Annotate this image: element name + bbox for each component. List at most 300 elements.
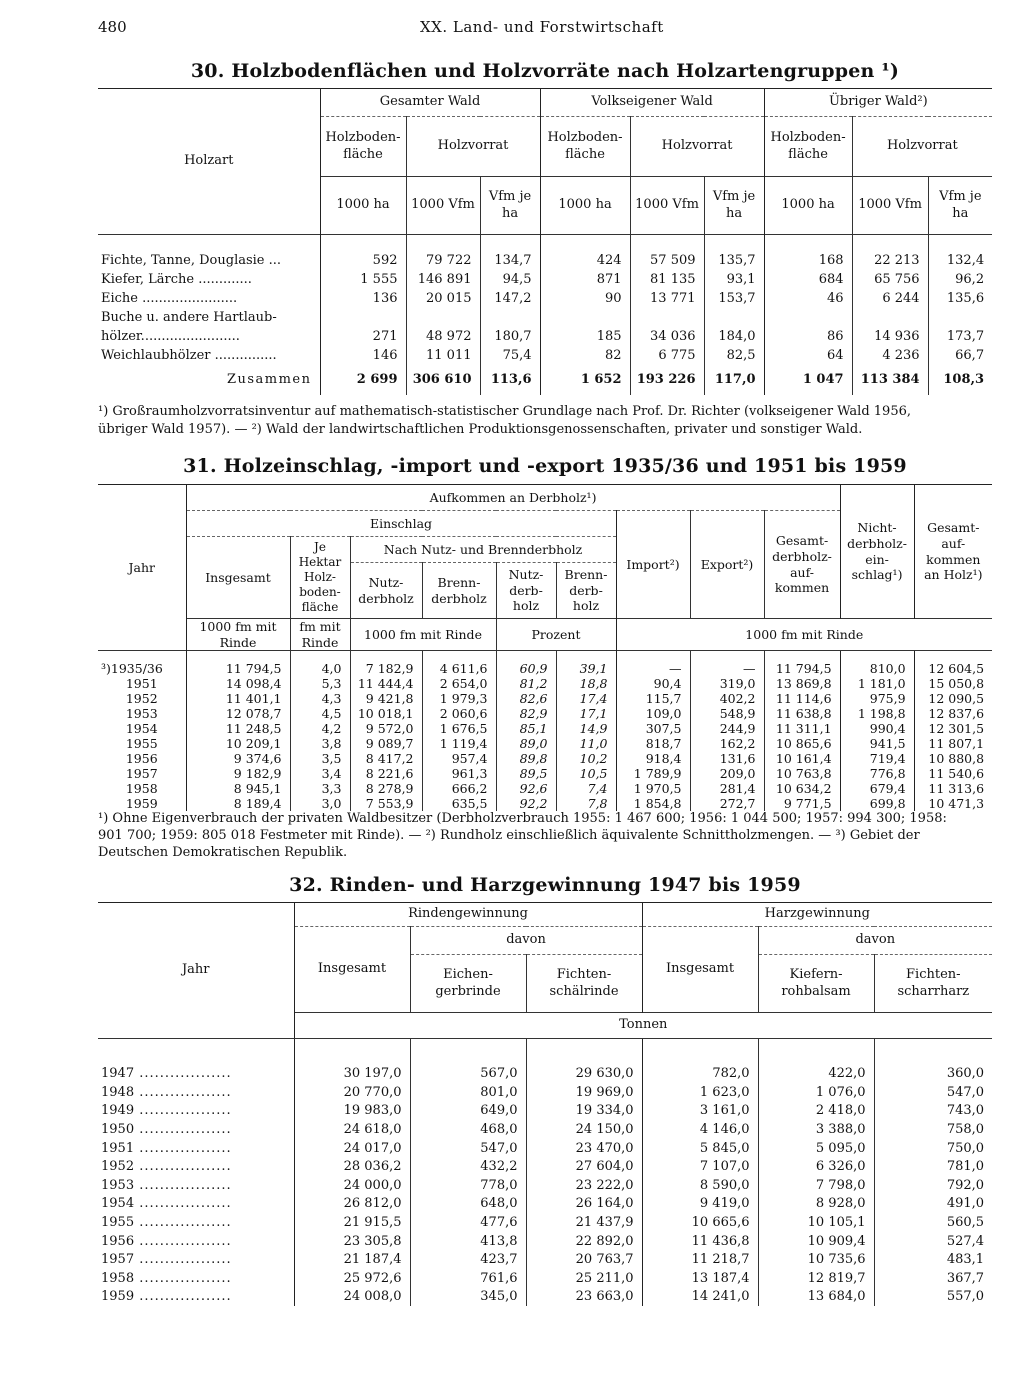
cell-value: 34 036 [630, 327, 704, 346]
cell-value: 7,4 [556, 781, 616, 796]
t32-header-davon: davon [410, 927, 642, 955]
cell-value: 22 892,0 [526, 1232, 642, 1251]
cell-value: 10 909,4 [758, 1232, 874, 1251]
table-31-title: 31. Holzeinschlag, -import und -export 1935/36 und 1951 bis 1959 [183, 455, 907, 477]
cell-value: 4 146,0 [642, 1120, 758, 1139]
row-year: 1953 [125, 705, 158, 721]
page-number: 480 [98, 18, 127, 36]
leader-dots: .................. [134, 1066, 232, 1082]
cell-value: 94,5 [480, 270, 540, 289]
t30-unit: Vfm je ha [704, 177, 764, 235]
cell-value: 39,1 [556, 661, 616, 676]
cell-value: 24 150,0 [526, 1120, 642, 1139]
table-row [98, 661, 992, 676]
cell-value: 46 [764, 289, 852, 308]
cell-value: 19 969,0 [526, 1083, 642, 1102]
cell-value: 271 [320, 327, 406, 346]
row-year-label: 1954 [101, 1196, 135, 1212]
table-row [98, 308, 992, 327]
table-row [98, 327, 992, 346]
t30-footnote-1: ¹) Großraumholzvorratsinventur auf mathematisch-statistischer Grundlage nach Prof. Dr. Richter (volkseigener Wald 1956, [98, 404, 911, 419]
cell-value: 491,0 [874, 1195, 992, 1214]
table-row [98, 1195, 992, 1214]
cell-value: 7,8 [556, 796, 616, 811]
row-year: 1958 [125, 780, 158, 796]
cell-value: 10 763,8 [764, 766, 840, 781]
cell-value: 527,4 [874, 1232, 992, 1251]
cell-value: 24 017,0 [294, 1139, 410, 1158]
t31-footnote-1: ¹) Ohne Eigenverbrauch der privaten Waldbesitzer (Derbholzverbrauch 1955: 1 467 600; 1956: 1 044 500; 1957: 994 300; 1958: [98, 811, 947, 826]
t32-header-eichen: Eichen-gerbrinde [410, 955, 526, 1013]
table-row [98, 796, 992, 811]
table-row [98, 706, 992, 721]
table-row [98, 1213, 992, 1232]
cell-value: 244,9 [690, 721, 764, 736]
t31-header-je-hektar: Je Hektar Holz-boden-fläche [290, 537, 350, 619]
row-year-label: 1956 [101, 1233, 135, 1249]
row-year [98, 1083, 294, 1102]
cell-value: 89,5 [496, 766, 556, 781]
row-year-label: 1959 [101, 1289, 135, 1305]
cell-value: 12 301,5 [914, 721, 992, 736]
cell-value: 209,0 [690, 766, 764, 781]
cell-value [320, 308, 406, 327]
table-row [98, 1120, 992, 1139]
cell-value: 23 222,0 [526, 1176, 642, 1195]
cell-value: 1 676,5 [422, 721, 496, 736]
cell-value: 12 078,7 [186, 706, 290, 721]
cell-value: 82,6 [496, 691, 556, 706]
t31-header-nutz-p: Nutz-derb-holz [496, 563, 556, 619]
cell-value: 8 278,9 [350, 781, 422, 796]
cell-value: 13 684,0 [758, 1288, 874, 1307]
t31-unit: 1000 fm mit Rinde [350, 619, 496, 651]
cell-value: 367,7 [874, 1269, 992, 1288]
cell-value [630, 308, 704, 327]
cell-value: 11 011 [406, 346, 480, 365]
cell-value: 11 436,8 [642, 1232, 758, 1251]
t30-unit: 1000 ha [764, 177, 852, 235]
cell-value: 649,0 [410, 1102, 526, 1121]
cell-value: 792,0 [874, 1176, 992, 1195]
table-row [98, 1269, 992, 1288]
cell-value: 8 221,6 [350, 766, 422, 781]
cell-value: 1 555 [320, 270, 406, 289]
leader-dots: .................. [134, 1215, 232, 1231]
cell-value: 592 [320, 251, 406, 270]
table-row [98, 1065, 992, 1084]
row-label: Kiefer, Lärche ............. [101, 271, 252, 287]
table-row [98, 1102, 992, 1121]
cell-value: 782,0 [642, 1065, 758, 1084]
cell-value: 18,8 [556, 676, 616, 691]
cell-value: 113,6 [480, 365, 540, 395]
cell-value: 29 630,0 [526, 1065, 642, 1084]
cell-value: 810,0 [840, 661, 914, 676]
t30-header-flaeche: Holzboden-fläche [540, 117, 630, 177]
cell-value: 423,7 [410, 1250, 526, 1269]
cell-value: 11,0 [556, 736, 616, 751]
cell-value: 2 060,6 [422, 706, 496, 721]
cell-value: 941,5 [840, 736, 914, 751]
cell-value: 132,4 [928, 251, 992, 270]
cell-value: 761,6 [410, 1269, 526, 1288]
cell-value: 719,4 [840, 751, 914, 766]
t30-header-vorrat: Holzvorrat [630, 117, 764, 177]
t32-header-rinden: Rindengewinnung [294, 903, 642, 927]
cell-value: 108,3 [928, 365, 992, 395]
cell-value: 8 189,4 [186, 796, 290, 811]
cell-value: 345,0 [410, 1288, 526, 1307]
cell-value: 12 090,5 [914, 691, 992, 706]
cell-value: 2 699 [320, 365, 406, 395]
cell-value: 14,9 [556, 721, 616, 736]
table-row [98, 1176, 992, 1195]
row-year [98, 1120, 294, 1139]
cell-value: 85,1 [496, 721, 556, 736]
cell-value [540, 308, 630, 327]
cell-value: 14 098,4 [186, 676, 290, 691]
cell-value: 7 182,9 [350, 661, 422, 676]
t30-footnote-2: übriger Wald 1957). — ²) Wald der landwirtschaftlichen Produktionsgenossenschaften, privater und sonstiger Wald. [98, 422, 863, 437]
cell-value: 4 236 [852, 346, 928, 365]
table-row [98, 751, 992, 766]
cell-value: 10 018,1 [350, 706, 422, 721]
cell-value: 10 105,1 [758, 1213, 874, 1232]
cell-value: 10 865,6 [764, 736, 840, 751]
cell-value: 818,7 [616, 736, 690, 751]
cell-value: 5 845,0 [642, 1139, 758, 1158]
cell-value: 7 107,0 [642, 1157, 758, 1176]
t30-unit: Vfm je ha [928, 177, 992, 235]
row-label: Buche u. andere Hartlaub- [101, 309, 277, 325]
cell-value: 8 417,2 [350, 751, 422, 766]
cell-value: 20 015 [406, 289, 480, 308]
cell-value: 648,0 [410, 1195, 526, 1214]
cell-value: 360,0 [874, 1065, 992, 1084]
cell-value: 11 794,5 [186, 661, 290, 676]
cell-value: 92,2 [496, 796, 556, 811]
row-year: 1957 [125, 765, 158, 781]
t32-header-harz: Harzgewinnung [642, 903, 992, 927]
cell-value: 82,5 [704, 346, 764, 365]
cell-value: 82,9 [496, 706, 556, 721]
t31-header-brenn-p: Brenn-derb-holz [556, 563, 616, 619]
cell-value: 306 610 [406, 365, 480, 395]
cell-value: 272,7 [690, 796, 764, 811]
cell-value: 8 928,0 [758, 1195, 874, 1214]
cell-value: 281,4 [690, 781, 764, 796]
cell-value: 13 187,4 [642, 1269, 758, 1288]
cell-value: 548,9 [690, 706, 764, 721]
cell-value: 3,3 [290, 781, 350, 796]
t31-unit: Prozent [496, 619, 616, 651]
cell-value: 871 [540, 270, 630, 289]
cell-value: 115,7 [616, 691, 690, 706]
cell-value: 13 771 [630, 289, 704, 308]
cell-value: 6 326,0 [758, 1157, 874, 1176]
cell-value: 86 [764, 327, 852, 346]
cell-value: 60,9 [496, 661, 556, 676]
t32-header-insgesamt: Insgesamt [294, 927, 410, 1013]
t30-header-flaeche: Holzboden-fläche [320, 117, 406, 177]
t31-footnote-2: 901 700; 1959: 805 018 Festmeter mit Rinde). — ²) Rundholz einschließlich äquivalente Schnittholzmengen. — ³) Gebiet der [98, 828, 920, 843]
row-year: ³)1935/36 [101, 660, 163, 676]
cell-value: 11 401,1 [186, 691, 290, 706]
row-year [98, 1213, 294, 1232]
leader-dots: .................. [134, 1270, 232, 1286]
chapter-title: XX. Land- und Forstwirtschaft [420, 18, 664, 36]
cell-value: 957,4 [422, 751, 496, 766]
cell-value: 168 [764, 251, 852, 270]
cell-value: — [690, 661, 764, 676]
cell-value: 193 226 [630, 365, 704, 395]
cell-value: 146 891 [406, 270, 480, 289]
cell-value: 66,7 [928, 346, 992, 365]
cell-value: 1 181,0 [840, 676, 914, 691]
row-year-label: 1949 [101, 1103, 135, 1119]
cell-value: 319,0 [690, 676, 764, 691]
cell-value: 12 837,6 [914, 706, 992, 721]
row-year [98, 1102, 294, 1121]
cell-value: 30 197,0 [294, 1065, 410, 1084]
cell-value: 743,0 [874, 1102, 992, 1121]
cell-value [928, 308, 992, 327]
cell-value: 560,5 [874, 1213, 992, 1232]
cell-value: 3,4 [290, 766, 350, 781]
t31-footnote-3: Deutschen Demokratischen Republik. [98, 845, 348, 860]
cell-value: 307,5 [616, 721, 690, 736]
cell-value: 75,4 [480, 346, 540, 365]
cell-value: 135,7 [704, 251, 764, 270]
cell-value: 81 135 [630, 270, 704, 289]
cell-value: 990,4 [840, 721, 914, 736]
cell-value: 57 509 [630, 251, 704, 270]
cell-value: 22 213 [852, 251, 928, 270]
t32-header-kiefern: Kiefern-rohbalsam [758, 955, 874, 1013]
t31-header-gesamtauf: Gesamt-auf-kommen an Holz¹) [914, 485, 992, 619]
cell-value: 547,0 [410, 1139, 526, 1158]
cell-value: 79 722 [406, 251, 480, 270]
cell-value: 10,5 [556, 766, 616, 781]
cell-value: 679,4 [840, 781, 914, 796]
cell-value: 10 209,1 [186, 736, 290, 751]
t31-header-export: Export²) [690, 511, 764, 619]
table-row [98, 289, 992, 308]
table-row [98, 251, 992, 270]
cell-value: 27 604,0 [526, 1157, 642, 1176]
cell-value: 24 000,0 [294, 1176, 410, 1195]
cell-value: 801,0 [410, 1083, 526, 1102]
t30-header-gesamt: Gesamter Wald [320, 89, 540, 117]
cell-value: 17,4 [556, 691, 616, 706]
cell-value: 2 418,0 [758, 1102, 874, 1121]
cell-value: 3 388,0 [758, 1120, 874, 1139]
cell-value: 26 812,0 [294, 1195, 410, 1214]
row-year: 1959 [125, 795, 158, 811]
table-row [98, 1083, 992, 1102]
cell-value: 14 241,0 [642, 1288, 758, 1307]
table-row [98, 781, 992, 796]
leader-dots: .................. [134, 1252, 232, 1268]
cell-value: 7 553,9 [350, 796, 422, 811]
row-label: Weichlaubhölzer ............... [101, 347, 277, 363]
cell-value: 21 915,5 [294, 1213, 410, 1232]
cell-value: 6 244 [852, 289, 928, 308]
cell-value: 1 119,4 [422, 736, 496, 751]
row-year [98, 1139, 294, 1158]
cell-value: 468,0 [410, 1120, 526, 1139]
cell-value: 758,0 [874, 1120, 992, 1139]
cell-value: 547,0 [874, 1083, 992, 1102]
cell-value: 483,1 [874, 1250, 992, 1269]
cell-value: 117,0 [704, 365, 764, 395]
cell-value: 3,0 [290, 796, 350, 811]
cell-value: 9 182,9 [186, 766, 290, 781]
cell-value: 5,3 [290, 676, 350, 691]
t31-header-aufkommen: Aufkommen an Derbholz¹) [186, 485, 840, 511]
cell-value: 5 095,0 [758, 1139, 874, 1158]
row-year [98, 1176, 294, 1195]
cell-value: 11 540,6 [914, 766, 992, 781]
cell-value: 11 248,5 [186, 721, 290, 736]
cell-value: 89,8 [496, 751, 556, 766]
cell-value: 402,2 [690, 691, 764, 706]
cell-value: 961,3 [422, 766, 496, 781]
t30-header-holzart: Holzart [98, 89, 320, 235]
cell-value: 9 572,0 [350, 721, 422, 736]
cell-value: 11 807,1 [914, 736, 992, 751]
leader-dots: .................. [134, 1233, 232, 1249]
cell-value: 9 089,7 [350, 736, 422, 751]
cell-value: 432,2 [410, 1157, 526, 1176]
row-year: 1954 [125, 720, 158, 736]
cell-value: 147,2 [480, 289, 540, 308]
t30-unit: Vfm je ha [480, 177, 540, 235]
cell-value: 1 789,9 [616, 766, 690, 781]
table-row [98, 1157, 992, 1176]
cell-value: 12 819,7 [758, 1269, 874, 1288]
t31-unit: fm mit Rinde [290, 619, 350, 651]
cell-value: 162,2 [690, 736, 764, 751]
row-year-label: 1951 [101, 1140, 135, 1156]
cell-value: 1 970,5 [616, 781, 690, 796]
t31-header-gesamtderb: Gesamt-derbholz-auf-kommen [764, 511, 840, 619]
row-year-label: 1947 [101, 1066, 135, 1082]
row-year: 1952 [125, 690, 158, 706]
cell-value: 635,5 [422, 796, 496, 811]
cell-value: 10,2 [556, 751, 616, 766]
t30-header-vorrat: Holzvorrat [852, 117, 992, 177]
cell-value: 684 [764, 270, 852, 289]
t30-header-volk: Volkseigener Wald [540, 89, 764, 117]
cell-value: 8 945,1 [186, 781, 290, 796]
table-31 [98, 484, 992, 811]
leader-dots: .................. [134, 1196, 232, 1212]
cell-value: 25 972,6 [294, 1269, 410, 1288]
table-32 [98, 902, 992, 1306]
row-year: 1955 [125, 735, 158, 751]
cell-value: 778,0 [410, 1176, 526, 1195]
t31-header-nutz: Nutz-derbholz [350, 563, 422, 619]
cell-value: 11 218,7 [642, 1250, 758, 1269]
row-year [98, 1195, 294, 1214]
cell-value: 4,5 [290, 706, 350, 721]
cell-value: 422,0 [758, 1065, 874, 1084]
cell-value: 776,8 [840, 766, 914, 781]
row-label: hölzer........................ [101, 328, 240, 344]
cell-value: 567,0 [410, 1065, 526, 1084]
cell-value: 153,7 [704, 289, 764, 308]
cell-value: 173,7 [928, 327, 992, 346]
row-label-total: Zusammen [226, 372, 312, 387]
cell-value: 11 311,1 [764, 721, 840, 736]
table-row-total [98, 365, 992, 395]
row-year-label: 1948 [101, 1084, 135, 1100]
t30-unit: 1000 Vfm [406, 177, 480, 235]
table-30-title: 30. Holzbodenflächen und Holzvorräte nach Holzartengruppen ¹) [190, 60, 900, 82]
table-row [98, 1139, 992, 1158]
cell-value: 424 [540, 251, 630, 270]
cell-value: 7 798,0 [758, 1176, 874, 1195]
cell-value: 81,2 [496, 676, 556, 691]
row-label: Eiche ....................... [101, 290, 238, 306]
t31-header-jahr: Jahr [98, 485, 186, 651]
cell-value: 19 334,0 [526, 1102, 642, 1121]
t31-unit: 1000 fm mit Rinde [186, 619, 290, 651]
t31-unit: 1000 fm mit Rinde [616, 619, 992, 651]
cell-value: 26 164,0 [526, 1195, 642, 1214]
t30-header-uebrig: Übriger Wald²) [764, 89, 992, 117]
cell-value: 136 [320, 289, 406, 308]
table-row [98, 736, 992, 751]
leader-dots: .................. [134, 1289, 232, 1305]
cell-value: 1 076,0 [758, 1083, 874, 1102]
row-year [98, 1269, 294, 1288]
leader-dots: .................. [134, 1122, 232, 1138]
cell-value: 65 756 [852, 270, 928, 289]
cell-value: 21 187,4 [294, 1250, 410, 1269]
cell-value: 1 652 [540, 365, 630, 395]
cell-value: 9 771,5 [764, 796, 840, 811]
cell-value: 8 590,0 [642, 1176, 758, 1195]
cell-value: 1 623,0 [642, 1083, 758, 1102]
cell-value: 1 854,8 [616, 796, 690, 811]
t32-header-jahr: Jahr [98, 903, 294, 1039]
table-row [98, 346, 992, 365]
cell-value: 134,7 [480, 251, 540, 270]
cell-value: 15 050,8 [914, 676, 992, 691]
cell-value: 4,2 [290, 721, 350, 736]
t32-header-insgesamt2: Insgesamt [642, 927, 758, 1013]
cell-value: 6 775 [630, 346, 704, 365]
t30-header-vorrat: Holzvorrat [406, 117, 540, 177]
cell-value: 10 735,6 [758, 1250, 874, 1269]
cell-value: 4,3 [290, 691, 350, 706]
cell-value: 9 374,6 [186, 751, 290, 766]
cell-value: 89,0 [496, 736, 556, 751]
t32-header-fichtenharz: Fichten-scharrharz [874, 955, 992, 1013]
cell-value [764, 308, 852, 327]
row-year-label: 1950 [101, 1122, 135, 1138]
cell-value: 13 869,8 [764, 676, 840, 691]
table-row [98, 676, 992, 691]
table-row [98, 691, 992, 706]
cell-value: 14 936 [852, 327, 928, 346]
t31-header-nach: Nach Nutz- und Brennderbholz [350, 537, 616, 563]
t31-header-einschlag: Einschlag [186, 511, 616, 537]
cell-value: 2 654,0 [422, 676, 496, 691]
